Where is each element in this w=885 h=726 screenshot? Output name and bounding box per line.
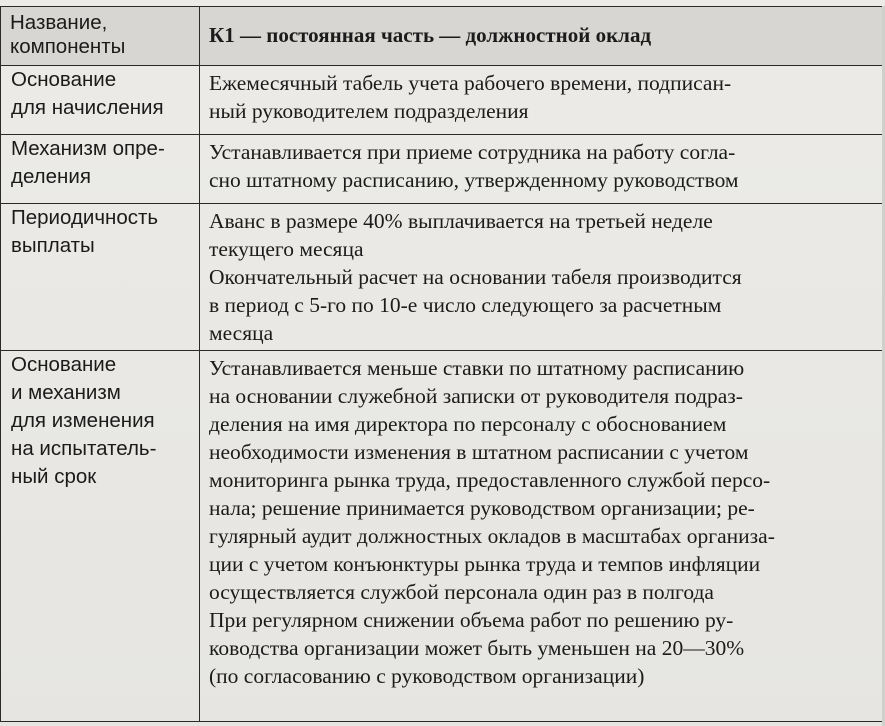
row-label-cell: [1, 135, 200, 204]
row-value-cell: [200, 204, 884, 351]
row-value-cell: [200, 66, 884, 135]
table-row: [1, 66, 884, 135]
row-label-cell: [1, 66, 200, 135]
row-paragraph: Аванс в размере 40% выплачивается на третьей неделе текущего месяца: [209, 209, 713, 261]
table-row: [1, 351, 884, 722]
row-paragraph: Устанавливается при приеме сотрудника на работу согла- сно штатному расписанию, утвержденному руководством: [209, 140, 739, 192]
header-name-label: Название, компоненты: [10, 11, 126, 58]
table-header-row: [1, 7, 884, 66]
row-value-cell: [200, 135, 884, 204]
header-name-cell: [1, 7, 200, 66]
header-component-title: К1 — постоянная часть — должностной оклад: [209, 23, 652, 47]
row-label: Периодичность выплаты: [11, 206, 159, 257]
row-paragraph: Окончательный расчет на основании табеля производится в период с 5-го по 10-е число следующего за расчетным месяца: [209, 265, 742, 345]
row-paragraph: Устанавливается меньше ставки по штатному расписанию на основании служебной записки от руководителя подраз- деления на имя директора по персоналу с обоснованием необходимости изменения в штатном расписании с учетом мониторинга рынка труда, предоставленного службой персо- нала; решение принимается руководством организации; ре- гулярный аудит должностных окладов в масштабах организа- ции с учетом конъюнктуры рынка труда и темпов инфляции осуществляется службой персонала один раз в полгода: [209, 356, 775, 604]
row-label: Механизм опре- деления: [11, 137, 165, 188]
salary-component-table: [0, 6, 884, 722]
row-value-cell: [200, 351, 884, 722]
header-component-cell: [200, 7, 884, 66]
table-row: [1, 204, 884, 351]
row-label: Основание и механизм для изменения на испытатель- ный срок: [11, 353, 157, 488]
row-label-cell: [1, 351, 200, 722]
row-paragraph: Ежемесячный табель учета рабочего времени, подписан- ный руководителем подразделения: [209, 71, 732, 123]
row-label: Основание для начисления: [11, 68, 164, 119]
row-paragraph: При регулярном снижении объема работ по решению ру- ководства организации может быть уменьшен на 20—30% (по согласованию с руководством организации): [209, 608, 745, 688]
row-label-cell: [1, 204, 200, 351]
table-row: [1, 135, 884, 204]
